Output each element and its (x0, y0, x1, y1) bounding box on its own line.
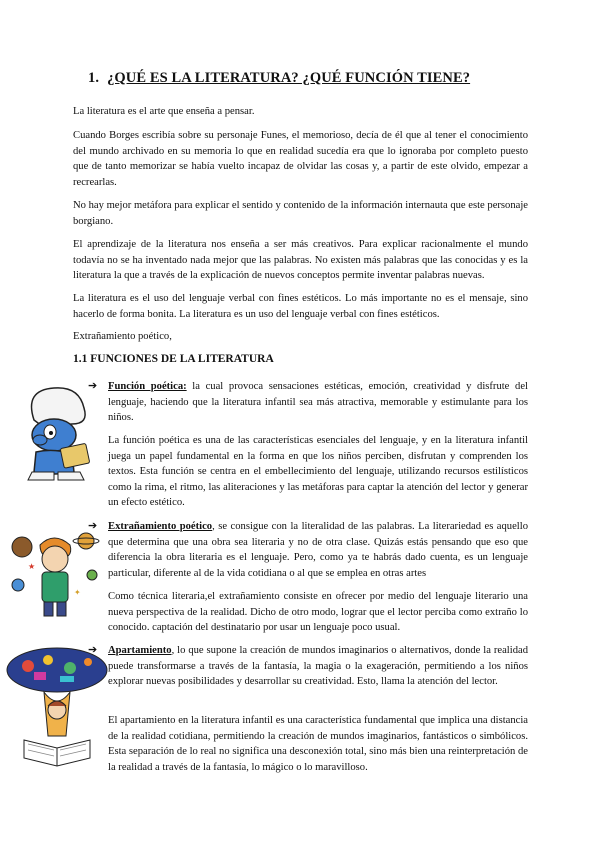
paragraph-borges: Cuando Borges escribía sobre su personaje Funes, el memorioso, decía de él que al tener el conocimiento del mundo archivado en su memoria lo que en realidad sucedía era que lo ignoraba por completo puesto que de tanto memorizar se había vuelto incapaz de olvidar las cosas y, a partir de este olvido, empezar a recrearlas. (73, 130, 528, 188)
svg-text:✦: ✦ (74, 588, 81, 597)
heading-number: 1. (88, 70, 100, 86)
arrow-bullet-icon: ➔ (88, 380, 98, 392)
function-apartamiento (108, 643, 528, 690)
function-extranamiento (108, 519, 528, 581)
svg-text:★: ★ (28, 562, 36, 571)
paragraph-learning: El aprendizaje de la literatura nos enseña a ser más creativos. Para explicar racionalmente el mundo todavía no se ha inventado nada mejor que las palabras. No existen más palabras que las conocidas y es la literatura la que a través de la explicación de nuevos conceptos permite inventar palabras nuevas. (73, 239, 528, 282)
term-extranamiento-poetico: Extrañamiento poético (108, 521, 213, 532)
page-title (88, 70, 470, 87)
heading-title: ¿QUÉ ES LA LITERATURA? ¿QUÉ FUNCIÓN TIENE? (107, 70, 471, 86)
smurf-reading-illustration (14, 380, 104, 485)
function-poetica-text: la cual provoca sensaciones estéticas, emoción, creatividad y disfrute del lenguaje, haciendo que la literatura infantil sea más atractiva, memorable y estimulante para los niños. (108, 381, 528, 424)
paragraph-estrangement: Extrañamiento poético, (73, 331, 172, 342)
paragraph-metaphor: No hay mejor metáfora para explicar el sentido y contenido de la información internauta que este personaje borgiano. (73, 200, 528, 227)
paragraph-aesthetics: La literatura es el uso del lenguaje verbal con fines estéticos. Lo más importante no es el mensaje, sino hacerlo de forma bonita. La literatura es un uso del lenguaje verbal con fines estéticos. (73, 293, 528, 320)
function-poetica (108, 379, 528, 426)
arrow-bullet-icon: ➔ (88, 520, 98, 532)
term-funcion-poetica: Función poética: (108, 381, 187, 392)
section-title: 1.1 FUNCIONES DE LA LITERATURA (73, 353, 274, 365)
function-apartamiento-detail: El apartamiento en la literatura infantil es una característica fundamental que implica una distancia de la realidad cotidiana, permitiendo la creación de mundos imaginarios, fantásticos o simbólicos. Esta separación de lo real no significa una desconexión total, sino más bien una reinterpretación de la realidad a través de la fantasía, lo mágico o lo maravilloso. (108, 715, 528, 773)
term-apartamiento: Apartamiento (108, 645, 172, 656)
arrow-bullet-icon: ➔ (88, 644, 98, 656)
fantasy-book-illustration (4, 640, 110, 770)
function-apartamiento-text: , lo que supone la creación de mundos imaginarios o alternativos, donde la realidad puede transformarse a través de la fantasía, la magia o la exageración, permitiendo a los niños explorar nuevas posibilidades y desarrollar su creatividad. Esto, llama la atención del lector. (108, 645, 528, 688)
function-poetica-detail: La función poética es una de las características esenciales del lenguaje, y en la literatura infantil juega un papel fundamental en la forma en que los niños perciben, disfrutan y comprenden los textos. Esta función se centra en el embellecimiento del lenguaje, utilizando recursos estilísticos como la rima, el ritmo, las aliteraciones y las metáforas para captar la atención del lector y generar un efecto estético. (108, 435, 528, 509)
function-extranamiento-detail: Como técnica literaria,el extrañamiento consiste en ofrecer por medio del lenguaje literario una nueva perspectiva de la realidad. Dicho de otro modo, lograr que el lector perciba como extraño lo conocido. captación del destinatario por usar un lenguaje poco usual. (108, 591, 528, 634)
function-extranamiento-text: , se consigue con la literalidad de las palabras. La literariedad es aquello que determina que una obra sea literaria y no de otra clase. Quizás estás pensando que eso que diferencia la obra literaria es el lenguaje. Pero, como ya te habrás dado cuenta, es un lenguaje particular, diferente al de la vida cotidiana o al que se emplea en otras artes (108, 521, 528, 579)
child-planets-illustration (8, 525, 100, 620)
paragraph-intro: La literatura es el arte que enseña a pensar. (73, 106, 255, 117)
